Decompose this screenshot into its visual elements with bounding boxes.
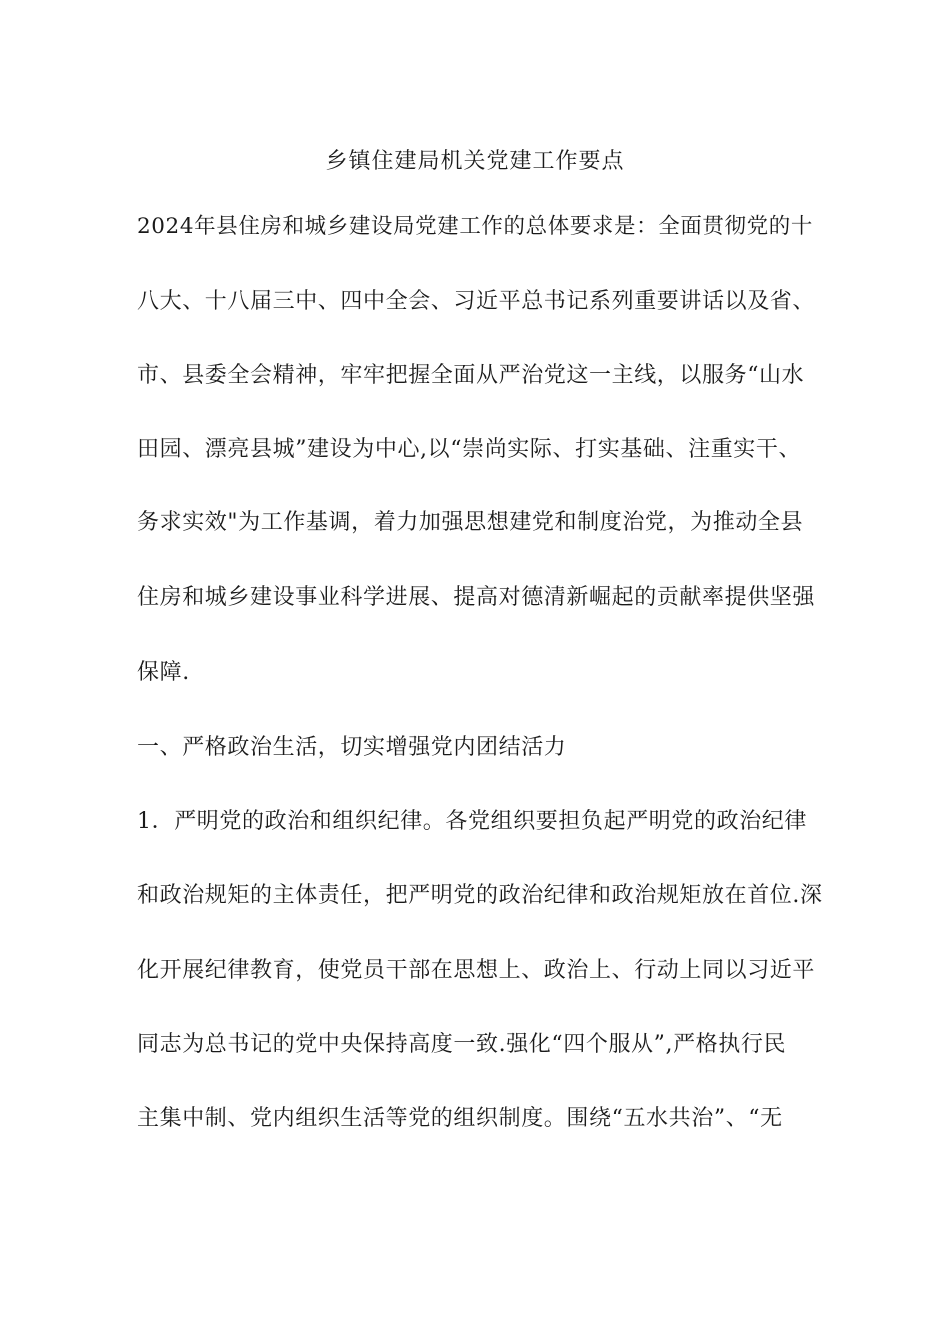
paragraph-line: 市、县委全会精神，牢牢把握全面从严治党这一主线，以服务“山水	[137, 363, 805, 388]
paragraph-line: 化开展纪律教育，使党员干部在思想上、政治上、行动上同以习近平	[137, 958, 816, 983]
paragraph-line: 1．严明党的政治和组织纪律。各党组织要担负起严明党的政治纪律	[137, 809, 807, 834]
paragraph-line: 务求实效"为工作基调，着力加强思想建党和制度治党，为推动全县	[137, 510, 804, 535]
paragraph-line: 田园、漂亮县城”建设为中心,以“崇尚实际、打实基础、注重实干、	[137, 437, 802, 462]
document-title: 乡镇住建局机关党建工作要点	[325, 149, 625, 174]
paragraph-line: 住房和城乡建设事业科学进展、提高对德清新崛起的贡献率提供坚强	[137, 585, 816, 610]
paragraph-line: 保障.	[137, 660, 190, 685]
paragraph-line: 八大、十八届三中、四中全会、习近平总书记系列重要讲话以及省、	[137, 289, 816, 314]
section-heading: 一、严格政治生活，切实增强党内团结活力	[137, 735, 567, 760]
paragraph-line: 2024年县住房和城乡建设局党建工作的总体要求是：全面贯彻党的十	[137, 214, 813, 239]
paragraph-line: 主集中制、党内组织生活等党的组织制度。围绕“五水共治”、“无	[137, 1106, 783, 1131]
paragraph-line: 和政治规矩的主体责任，把严明党的政治纪律和政治规矩放在首位.深	[137, 883, 823, 908]
paragraph-line: 同志为总书记的党中央保持高度一致.强化“四个服从”,严格执行民	[137, 1032, 787, 1057]
